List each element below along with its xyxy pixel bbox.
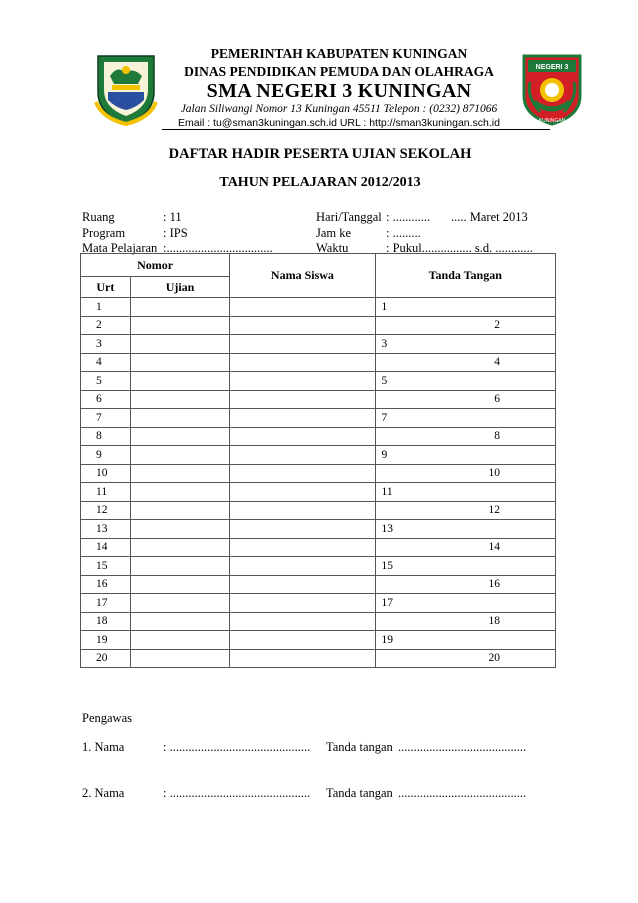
document-title: DAFTAR HADIR PESERTA UJIAN SEKOLAH [168, 146, 472, 162]
tanda-tangan-cell[interactable]: 11 [375, 483, 555, 502]
hari-label: Hari/Tanggal [316, 210, 382, 224]
tanda-tangan-cell[interactable]: 3 [375, 335, 555, 354]
tanda-tangan-cell[interactable]: 19 [375, 631, 555, 650]
header-nama-siswa: Nama Siswa [230, 254, 375, 298]
nama1-field[interactable]: : ............................................. [163, 740, 311, 754]
nama2-field[interactable]: : ............................................. [163, 786, 311, 800]
tanda-tangan-cell[interactable]: 18 [375, 612, 555, 631]
table-row [81, 372, 556, 391]
table-row [81, 427, 556, 446]
nomor-ujian-cell[interactable] [130, 464, 230, 483]
ruang-label: Ruang [82, 210, 115, 224]
nama2-label: 2. Nama [82, 786, 125, 800]
nomor-ujian-cell[interactable] [130, 631, 230, 650]
ttd2-label: Tanda tangan [326, 786, 393, 800]
header-contact: Email : tu@sman3kuningan.sch.id URL : http://sman3kuningan.sch.id [178, 117, 500, 129]
tanda-tangan-cell[interactable]: 9 [375, 446, 555, 465]
header-department: DINAS PENDIDIKAN PEMUDA DAN OLAHRAGA [184, 64, 494, 79]
tanda-tangan-cell[interactable]: 1 [375, 298, 555, 317]
urt-cell: 12 [81, 501, 131, 520]
table-header-row [81, 254, 556, 277]
header-nomor: Nomor [81, 254, 230, 277]
tanda-tangan-cell[interactable]: 13 [375, 520, 555, 539]
tanda-tangan-cell[interactable]: 2 [375, 316, 555, 335]
nomor-ujian-cell[interactable] [130, 335, 230, 354]
urt-cell: 2 [81, 316, 131, 335]
nomor-ujian-cell[interactable] [130, 353, 230, 372]
table-row [81, 612, 556, 631]
nomor-ujian-cell[interactable] [130, 575, 230, 594]
table-row [81, 390, 556, 409]
table-row [81, 594, 556, 613]
document-year: TAHUN PELAJARAN 2012/2013 [219, 175, 421, 190]
nama-siswa-cell[interactable] [230, 427, 375, 446]
table-row [81, 335, 556, 354]
nomor-ujian-cell[interactable] [130, 409, 230, 428]
nomor-ujian-cell[interactable] [130, 520, 230, 539]
ttd1-label: Tanda tangan [326, 740, 393, 754]
tanda-tangan-cell[interactable]: 14 [375, 538, 555, 557]
mapel-label: Mata Pelajaran [82, 241, 158, 255]
header-tanda-tangan: Tanda Tangan [375, 254, 555, 298]
urt-cell: 20 [81, 649, 131, 668]
nomor-ujian-cell[interactable] [130, 594, 230, 613]
header-divider [162, 129, 550, 130]
tanda-tangan-cell[interactable]: 5 [375, 372, 555, 391]
urt-cell: 17 [81, 594, 131, 613]
jam-label: Jam ke [316, 226, 352, 240]
urt-cell: 1 [81, 298, 131, 317]
nama-siswa-cell[interactable] [230, 446, 375, 465]
nama-siswa-cell[interactable] [230, 520, 375, 539]
tanda-tangan-cell[interactable]: 4 [375, 353, 555, 372]
nama-siswa-cell[interactable] [230, 631, 375, 650]
nomor-ujian-cell[interactable] [130, 649, 230, 668]
table-row [81, 409, 556, 428]
table-row [81, 501, 556, 520]
tanda-tangan-cell[interactable]: 6 [375, 390, 555, 409]
table-row [81, 316, 556, 335]
header-urt: Urt [81, 277, 131, 298]
urt-cell: 8 [81, 427, 131, 446]
table-row [81, 446, 556, 465]
nama-siswa-cell[interactable] [230, 335, 375, 354]
program-label: Program [82, 226, 126, 240]
table-row [81, 631, 556, 650]
nama1-label: 1. Nama [82, 740, 125, 754]
nomor-ujian-cell[interactable] [130, 483, 230, 502]
nama-siswa-cell[interactable] [230, 298, 375, 317]
nama-siswa-cell[interactable] [230, 316, 375, 335]
nama-siswa-cell[interactable] [230, 612, 375, 631]
svg-text:KUNINGAN: KUNINGAN [538, 118, 566, 124]
nomor-ujian-cell[interactable] [130, 390, 230, 409]
table-body [81, 298, 556, 668]
mapel-value: :.................................. [163, 241, 273, 255]
table-row [81, 298, 556, 317]
nomor-ujian-cell[interactable] [130, 446, 230, 465]
waktu-label: Waktu [316, 241, 349, 255]
tanda-tangan-cell[interactable]: 17 [375, 594, 555, 613]
nomor-ujian-cell[interactable] [130, 316, 230, 335]
nomor-ujian-cell[interactable] [130, 427, 230, 446]
nama-siswa-cell[interactable] [230, 538, 375, 557]
urt-cell: 19 [81, 631, 131, 650]
tanda-tangan-cell[interactable]: 15 [375, 557, 555, 576]
table-row [81, 520, 556, 539]
sman3-school-logo [520, 52, 584, 126]
nama-siswa-cell[interactable] [230, 594, 375, 613]
table-row [81, 649, 556, 668]
nama-siswa-cell[interactable] [230, 557, 375, 576]
nama-siswa-cell[interactable] [230, 409, 375, 428]
table-row [81, 483, 556, 502]
urt-cell: 4 [81, 353, 131, 372]
header-address: Jalan Siliwangi Nomor 13 Kuningan 45511 Telepon : (0232) 871066 [180, 103, 498, 115]
nomor-ujian-cell[interactable] [130, 372, 230, 391]
waktu-value: : Pukul................ s.d. ............ [386, 241, 533, 255]
header-ujian: Ujian [130, 277, 230, 298]
ttd2-field[interactable]: ......................................... [398, 786, 527, 800]
hari-suffix: ..... Maret 2013 [451, 210, 528, 224]
urt-cell: 6 [81, 390, 131, 409]
program-value: : IPS [163, 226, 188, 240]
jam-value: : ......... [386, 226, 421, 240]
nomor-ujian-cell[interactable] [130, 501, 230, 520]
urt-cell: 7 [81, 409, 131, 428]
urt-cell: 10 [81, 464, 131, 483]
urt-cell: 18 [81, 612, 131, 631]
table-row [81, 353, 556, 372]
table-row [81, 575, 556, 594]
nama-siswa-cell[interactable] [230, 464, 375, 483]
table-row [81, 538, 556, 557]
urt-cell: 14 [81, 538, 131, 557]
urt-cell: 15 [81, 557, 131, 576]
header-government: PEMERINTAH KABUPATEN KUNINGAN [210, 46, 468, 61]
table-row [81, 557, 556, 576]
nomor-ujian-cell[interactable] [130, 538, 230, 557]
nama-siswa-cell[interactable] [230, 353, 375, 372]
svg-text:NEGERI 3: NEGERI 3 [535, 64, 569, 71]
tanda-tangan-cell[interactable]: 12 [375, 501, 555, 520]
urt-cell: 11 [81, 483, 131, 502]
pengawas-label: Pengawas [82, 711, 132, 725]
attendance-table [80, 253, 556, 668]
tanda-tangan-cell[interactable]: 10 [375, 464, 555, 483]
nama-siswa-cell[interactable] [230, 372, 375, 391]
hari-value: : ............ [386, 210, 431, 224]
ruang-value: : 11 [163, 210, 182, 224]
nomor-ujian-cell[interactable] [130, 557, 230, 576]
ttd1-field[interactable]: ......................................... [398, 740, 527, 754]
urt-cell: 13 [81, 520, 131, 539]
tanda-tangan-cell[interactable]: 8 [375, 427, 555, 446]
nama-siswa-cell[interactable] [230, 575, 375, 594]
table-row [81, 464, 556, 483]
nama-siswa-cell[interactable] [230, 649, 375, 668]
nama-siswa-cell[interactable] [230, 483, 375, 502]
tanda-tangan-cell[interactable]: 16 [375, 575, 555, 594]
tanda-tangan-cell[interactable]: 20 [375, 649, 555, 668]
urt-cell: 16 [81, 575, 131, 594]
nomor-ujian-cell[interactable] [130, 298, 230, 317]
tanda-tangan-cell[interactable]: 7 [375, 409, 555, 428]
header-school-name: SMA NEGERI 3 KUNINGAN [206, 80, 472, 102]
urt-cell: 9 [81, 446, 131, 465]
nomor-ujian-cell[interactable] [130, 612, 230, 631]
urt-cell: 3 [81, 335, 131, 354]
urt-cell: 5 [81, 372, 131, 391]
nama-siswa-cell[interactable] [230, 501, 375, 520]
nama-siswa-cell[interactable] [230, 390, 375, 409]
